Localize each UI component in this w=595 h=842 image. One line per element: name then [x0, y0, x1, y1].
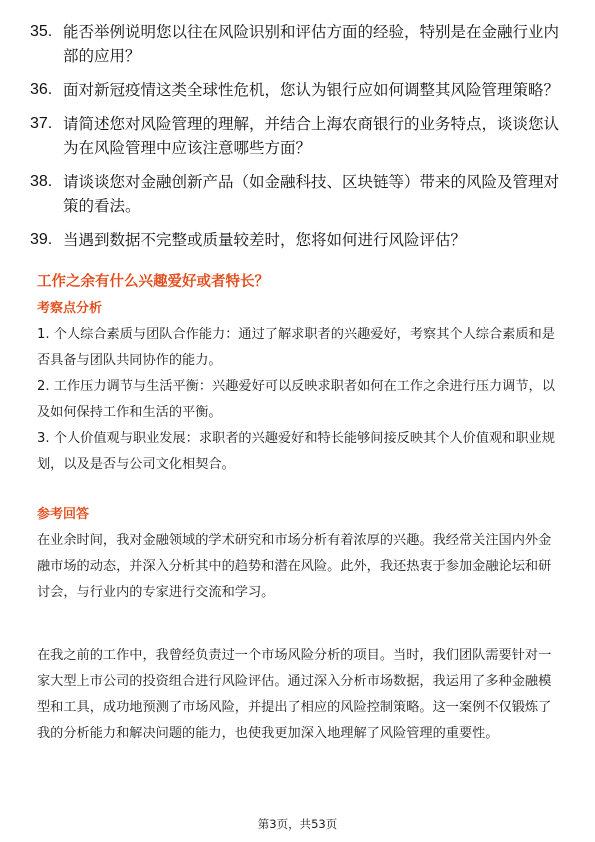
- answer-paragraph: [37, 643, 562, 747]
- question-number: 36.: [30, 81, 53, 98]
- question-text: 当遇到数据不完整或质量较差时，您将如何进行风险评估？: [63, 231, 467, 249]
- page-footer: 第3页，共53页: [257, 817, 338, 831]
- question-number: 35.: [30, 23, 53, 40]
- answer-heading: 参考回答: [37, 507, 90, 522]
- question-number: 39.: [30, 231, 53, 248]
- section-heading: 工作之余有什么兴趣爱好或者特长？: [37, 274, 269, 290]
- question-item: [30, 112, 565, 160]
- analysis-heading: 考察点分析: [37, 301, 103, 316]
- question-text: 请简述您对风险管理的理解，并结合上海农商银行的业务特点，谈谈您认为在风险管理中应该注意哪些方面？: [63, 115, 560, 157]
- question-text: 能否举例说明您以往在风险识别和评估方面的经验，特别是在金融行业内部的应用？: [63, 23, 560, 65]
- question-item: [30, 170, 565, 218]
- analysis-point: 1. 个人综合素质与团队合作能力：通过了解求职者的兴趣爱好，考察其个人综合素质和是否具备与团队共同协作的能力。: [37, 327, 555, 368]
- answer-text: 在业余时间，我对金融领域的学术研究和市场分析有着浓厚的兴趣。我经常关注国内外金融市场的动态，并深入分析其中的趋势和潜在风险。此外，我还热衷于参加金融论坛和研讨会，与行业内的专家进行交流和学习。: [37, 533, 552, 600]
- analysis-points: [37, 322, 562, 478]
- analysis-point: 3. 个人价值观与职业发展：求职者的兴趣爱好和特长能够间接反映其个人价值观和职业规划，以及是否与公司文化相契合。: [37, 431, 555, 472]
- question-text: 请谈谈您对金融创新产品（如金融科技、区块链等）带来的风险及管理对策的看法。: [63, 173, 560, 215]
- question-item: [30, 78, 565, 102]
- question-number: 38.: [30, 173, 53, 190]
- question-text: 面对新冠疫情这类全球性危机，您认为银行应如何调整其风险管理策略？: [63, 81, 560, 99]
- question-item: [30, 20, 565, 68]
- answer-paragraph: [37, 528, 562, 606]
- question-number: 37.: [30, 115, 53, 132]
- question-item: [30, 228, 565, 252]
- analysis-point: 2. 工作压力调节与生活平衡：兴趣爱好可以反映求职者如何在工作之余进行压力调节，以及如何保持工作和生活的平衡。: [37, 379, 555, 420]
- answer-text: 在我之前的工作中，我曾经负责过一个市场风险分析的项目。当时，我们团队需要针对一家大型上市公司的投资组合进行风险评估。通过深入分析市场数据，我运用了多种金融模型和工具，成功地预测了市场风险，并提出了相应的风险控制策略。这一案例不仅锻炼了我的分析能力和解决问题的能力，也使我更加深入地理解了风险管理的重要性。: [37, 648, 552, 741]
- question-list: [30, 20, 565, 262]
